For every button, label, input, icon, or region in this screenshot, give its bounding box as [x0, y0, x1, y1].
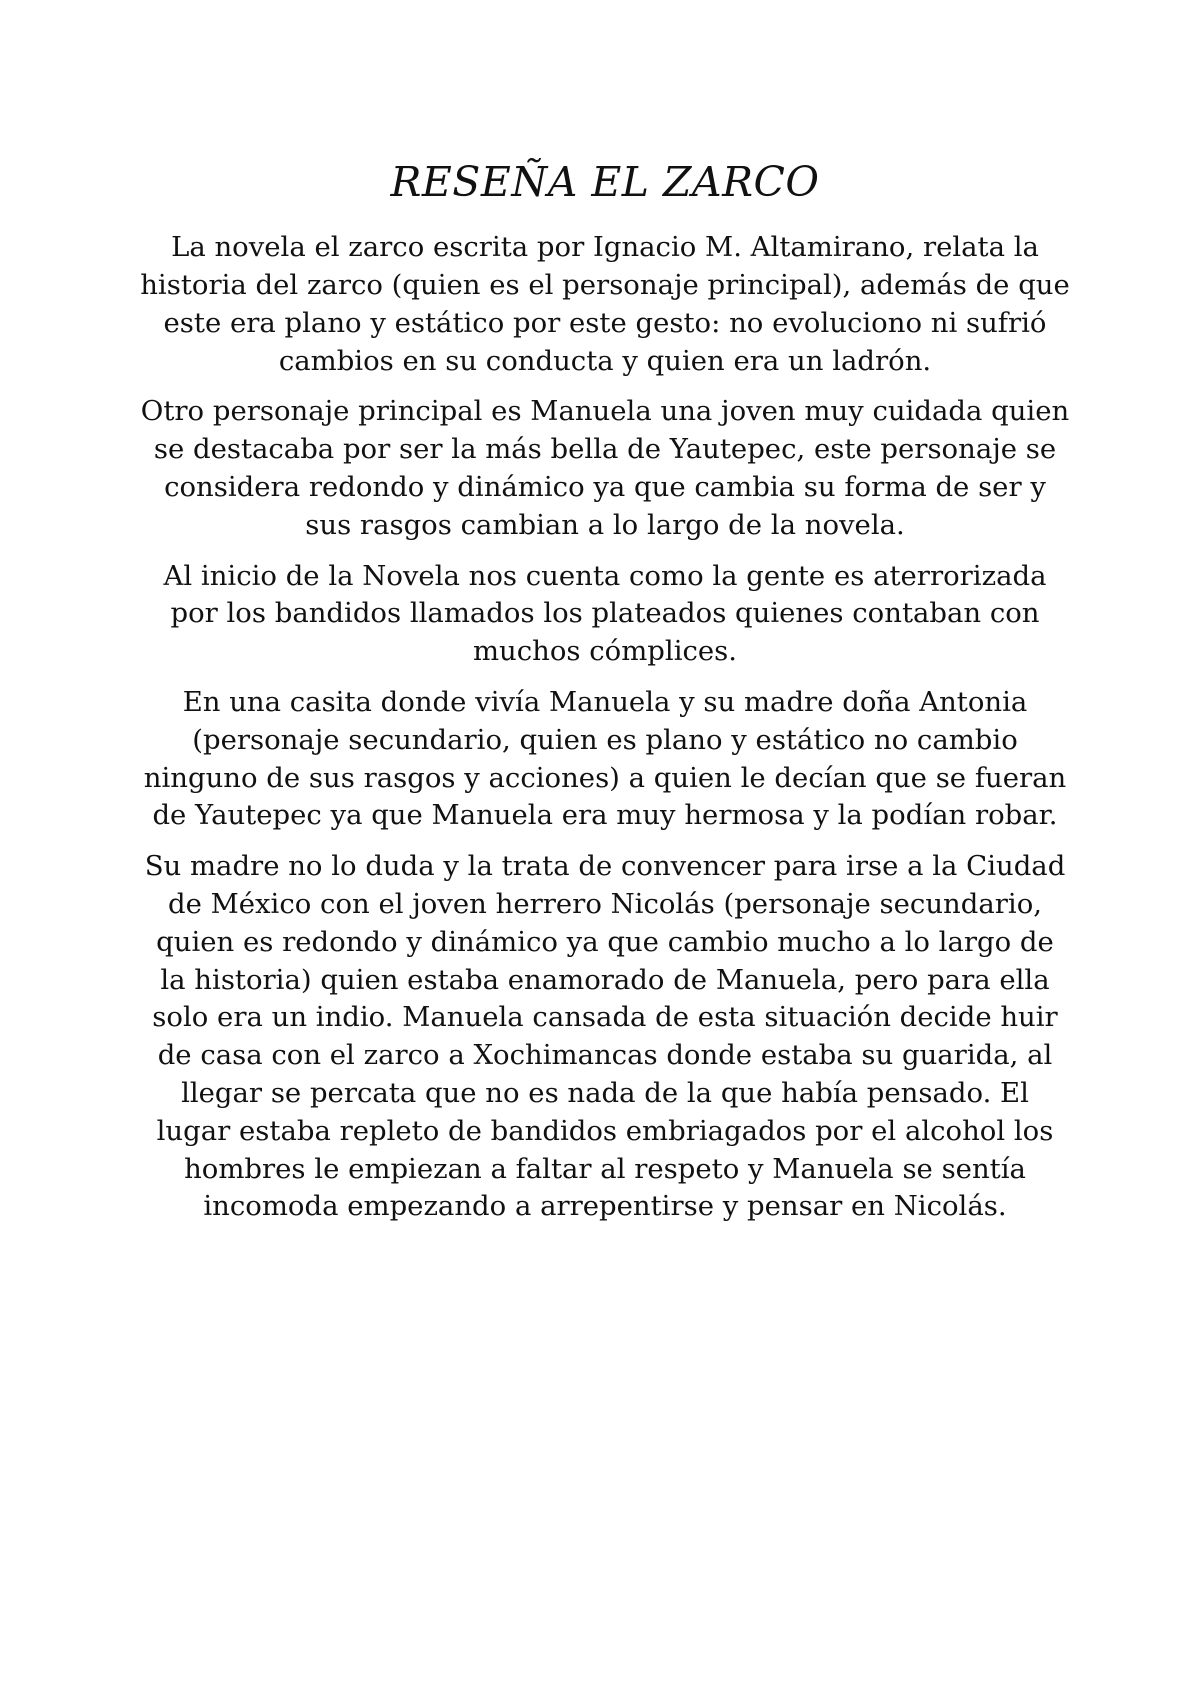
paragraph-5: Su madre no lo duda y la trata de convencer para irse a la Ciudad de México con el joven herrero Nicolás (personaje secundario, quien es redondo y dinámico ya que cambio mucho a lo largo de la historia) quien estaba enamorado de Manuela, pero para ella solo era un indio. Manuela cansada de esta situación decide huir de casa con el zarco a Xochimancas donde estaba su guarida, al llegar se percata que no es nada de la que había pensado. El lugar estaba repleto de bandidos embriagados por el alcohol los hombres le empiezan a faltar al respeto y Manuela se sentía incomoda empezando a arrepentirse y pensar en Nicolás. [144, 850, 1066, 1223]
paragraph-1: La novela el zarco escrita por Ignacio M. Altamirano, relata la historia del zarco (quien es el personaje principal), además de que este era plano y estático por este gesto: no evoluciono ni sufrió cambios en su conducta y quien era un ladrón. [140, 231, 1070, 377]
paragraph-4: En una casita donde vivía Manuela y su madre doña Antonia (personaje secundario, quien es plano y estático no cambio ninguno de sus rasgos y acciones) a quien le decían que se fueran de Yautepec ya que Manuela era muy hermosa y la podían robar. [143, 685, 1067, 832]
document-title: RESEÑA EL ZARCO [390, 158, 820, 206]
paragraph-3: Al inicio de la Novela nos cuenta como la gente es aterrorizada por los bandidos llamados los plateados quienes contaban con muchos cómplices. [163, 559, 1047, 668]
paragraph-2: Otro personaje principal es Manuela una joven muy cuidada quien se destacaba por ser la más bella de Yautepec, este personaje se considera redondo y dinámico ya que cambia su forma de ser y sus rasgos cambian a lo largo de la novela. [140, 395, 1070, 541]
document-body [140, 158, 1070, 1239]
